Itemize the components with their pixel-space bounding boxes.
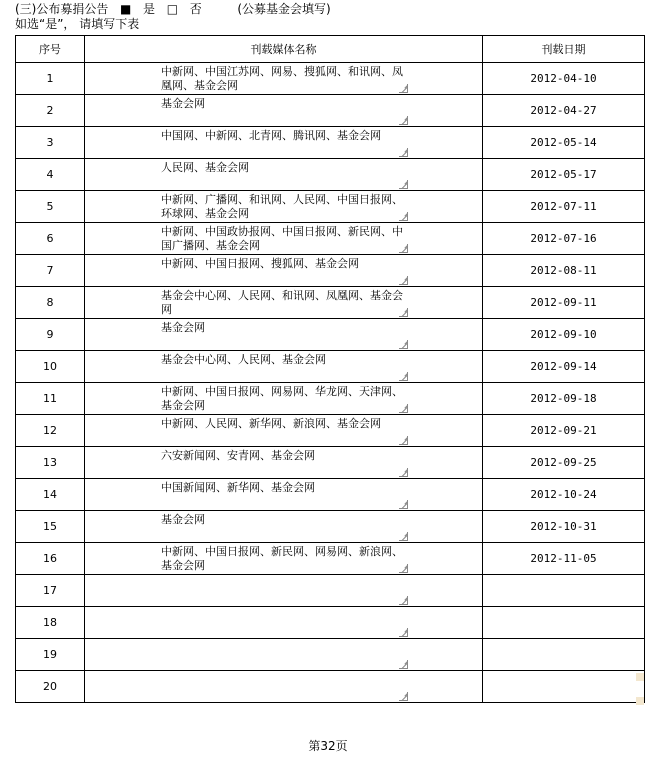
media-name-text: 中新网、中国政协报网、中国日报网、新民网、中国广播网、基金会网 (161, 225, 403, 252)
row-seq: 20 (16, 671, 85, 703)
section-title: (三)公布募捐公告 (15, 2, 109, 16)
resize-grip-icon[interactable] (399, 404, 408, 413)
resize-grip-icon[interactable] (399, 596, 408, 605)
resize-grip-icon[interactable] (399, 692, 408, 701)
table-row (16, 63, 645, 95)
media-name-field[interactable] (85, 127, 483, 159)
media-name-field[interactable] (85, 95, 483, 127)
row-seq: 6 (16, 223, 85, 255)
resize-grip-icon[interactable] (399, 308, 408, 317)
resize-grip-icon[interactable] (399, 84, 408, 93)
media-name-field[interactable] (85, 223, 483, 255)
media-name-text: 基金会网 (161, 97, 205, 110)
row-seq: 17 (16, 575, 85, 607)
media-name-text: 中新网、中国日报网、新民网、网易网、新浪网、基金会网 (161, 545, 403, 572)
row-date: 2012-11-05 (483, 543, 645, 575)
yes-label: 是 (143, 2, 156, 16)
row-seq: 13 (16, 447, 85, 479)
table-header-row (16, 36, 645, 63)
row-date (483, 607, 645, 639)
row-date: 2012-10-31 (483, 511, 645, 543)
table-row (16, 127, 645, 159)
media-name-field[interactable] (85, 479, 483, 511)
table-row (16, 671, 645, 703)
row-seq: 14 (16, 479, 85, 511)
row-date: 2012-07-11 (483, 191, 645, 223)
edge-mark (636, 697, 644, 705)
column-header-seq: 序号 (16, 36, 85, 63)
row-date: 2012-05-14 (483, 127, 645, 159)
table-row (16, 543, 645, 575)
media-name-text: 中新网、中国江苏网、网易、搜狐网、和讯网、凤凰网、基金会网 (161, 65, 403, 92)
row-seq: 9 (16, 319, 85, 351)
table-row (16, 383, 645, 415)
row-seq: 12 (16, 415, 85, 447)
row-date: 2012-07-16 (483, 223, 645, 255)
resize-grip-icon[interactable] (399, 148, 408, 157)
table-row (16, 319, 645, 351)
media-name-field[interactable] (85, 575, 483, 607)
media-name-field[interactable] (85, 511, 483, 543)
row-seq: 7 (16, 255, 85, 287)
media-name-text: 中新网、人民网、新华网、新浪网、基金会网 (161, 417, 381, 430)
media-name-text: 中新网、广播网、和讯网、人民网、中国日报网、环球网、基金会网 (161, 193, 403, 220)
media-name-text: 中国网、中新网、北青网、腾讯网、基金会网 (161, 129, 381, 142)
row-date (483, 671, 645, 703)
table-row (16, 159, 645, 191)
row-date (483, 639, 645, 671)
media-name-text: 六安新闻网、安青网、基金会网 (161, 449, 315, 462)
row-seq: 10 (16, 351, 85, 383)
column-header-date: 刊载日期 (483, 36, 645, 63)
row-date: 2012-04-27 (483, 95, 645, 127)
media-name-text: 基金会中心网、人民网、和讯网、凤凰网、基金会网 (161, 289, 403, 316)
row-date: 2012-09-25 (483, 447, 645, 479)
table-row (16, 191, 645, 223)
table-body (16, 63, 645, 703)
resize-grip-icon[interactable] (399, 564, 408, 573)
row-seq: 1 (16, 63, 85, 95)
media-name-field[interactable] (85, 287, 483, 319)
table-row (16, 351, 645, 383)
no-label: 否 (189, 2, 202, 16)
no-checkbox[interactable]: □ (166, 2, 179, 16)
row-seq: 3 (16, 127, 85, 159)
resize-grip-icon[interactable] (399, 276, 408, 285)
row-date: 2012-09-18 (483, 383, 645, 415)
media-name-field[interactable] (85, 415, 483, 447)
resize-grip-icon[interactable] (399, 180, 408, 189)
row-seq: 2 (16, 95, 85, 127)
announcement-header (15, 2, 331, 17)
row-date: 2012-09-14 (483, 351, 645, 383)
media-name-field[interactable] (85, 671, 483, 703)
media-name-text: 基金会网 (161, 321, 205, 334)
row-date: 2012-09-10 (483, 319, 645, 351)
media-name-text: 基金会网 (161, 513, 205, 526)
table-row (16, 479, 645, 511)
row-seq: 18 (16, 607, 85, 639)
row-seq: 4 (16, 159, 85, 191)
table-row (16, 287, 645, 319)
resize-grip-icon[interactable] (399, 500, 408, 509)
media-name-text: 中新网、中国日报网、网易网、华龙网、天津网、基金会网 (161, 385, 403, 412)
row-date: 2012-04-10 (483, 63, 645, 95)
media-name-field[interactable] (85, 447, 483, 479)
row-date: 2012-09-11 (483, 287, 645, 319)
page-number: 第32页 (308, 739, 348, 753)
table-row (16, 447, 645, 479)
resize-grip-icon[interactable] (399, 532, 408, 541)
resize-grip-icon[interactable] (399, 116, 408, 125)
resize-grip-icon[interactable] (399, 340, 408, 349)
resize-grip-icon[interactable] (399, 244, 408, 253)
edge-mark (636, 673, 644, 681)
media-name-field[interactable] (85, 191, 483, 223)
column-header-media: 刊载媒体名称 (85, 36, 483, 63)
row-date (483, 575, 645, 607)
row-seq: 16 (16, 543, 85, 575)
media-name-field[interactable] (85, 159, 483, 191)
media-name-field[interactable] (85, 255, 483, 287)
row-seq: 11 (16, 383, 85, 415)
media-name-text: 人民网、基金会网 (161, 161, 249, 174)
resize-grip-icon[interactable] (399, 468, 408, 477)
media-name-field[interactable] (85, 639, 483, 671)
table-row (16, 415, 645, 447)
row-seq: 8 (16, 287, 85, 319)
media-name-text: 基金会中心网、人民网、基金会网 (161, 353, 326, 366)
media-name-field[interactable] (85, 383, 483, 415)
media-name-text: 中新网、中国日报网、搜狐网、基金会网 (161, 257, 359, 270)
resize-grip-icon[interactable] (399, 436, 408, 445)
media-name-field[interactable] (85, 319, 483, 351)
media-name-field[interactable] (85, 543, 483, 575)
row-seq: 5 (16, 191, 85, 223)
media-name-field[interactable] (85, 607, 483, 639)
table-row (16, 639, 645, 671)
table-row (16, 223, 645, 255)
resize-grip-icon[interactable] (399, 660, 408, 669)
yes-checkbox[interactable]: ■ (120, 2, 132, 16)
table-row (16, 607, 645, 639)
instruction-text: 如选“是”， 请填写下表 (15, 17, 140, 31)
fill-note: (公募基金会填写) (237, 2, 331, 16)
row-date: 2012-09-21 (483, 415, 645, 447)
media-name-text: 中国新闻网、新华网、基金会网 (161, 481, 315, 494)
row-date: 2012-10-24 (483, 479, 645, 511)
table-row (16, 255, 645, 287)
row-seq: 15 (16, 511, 85, 543)
media-name-field[interactable] (85, 351, 483, 383)
row-date: 2012-05-17 (483, 159, 645, 191)
resize-grip-icon[interactable] (399, 212, 408, 221)
media-table (15, 35, 645, 703)
row-date: 2012-08-11 (483, 255, 645, 287)
resize-grip-icon[interactable] (399, 372, 408, 381)
table-row (16, 95, 645, 127)
row-seq: 19 (16, 639, 85, 671)
table-row (16, 511, 645, 543)
resize-grip-icon[interactable] (399, 628, 408, 637)
table-row (16, 575, 645, 607)
media-name-field[interactable] (85, 63, 483, 95)
